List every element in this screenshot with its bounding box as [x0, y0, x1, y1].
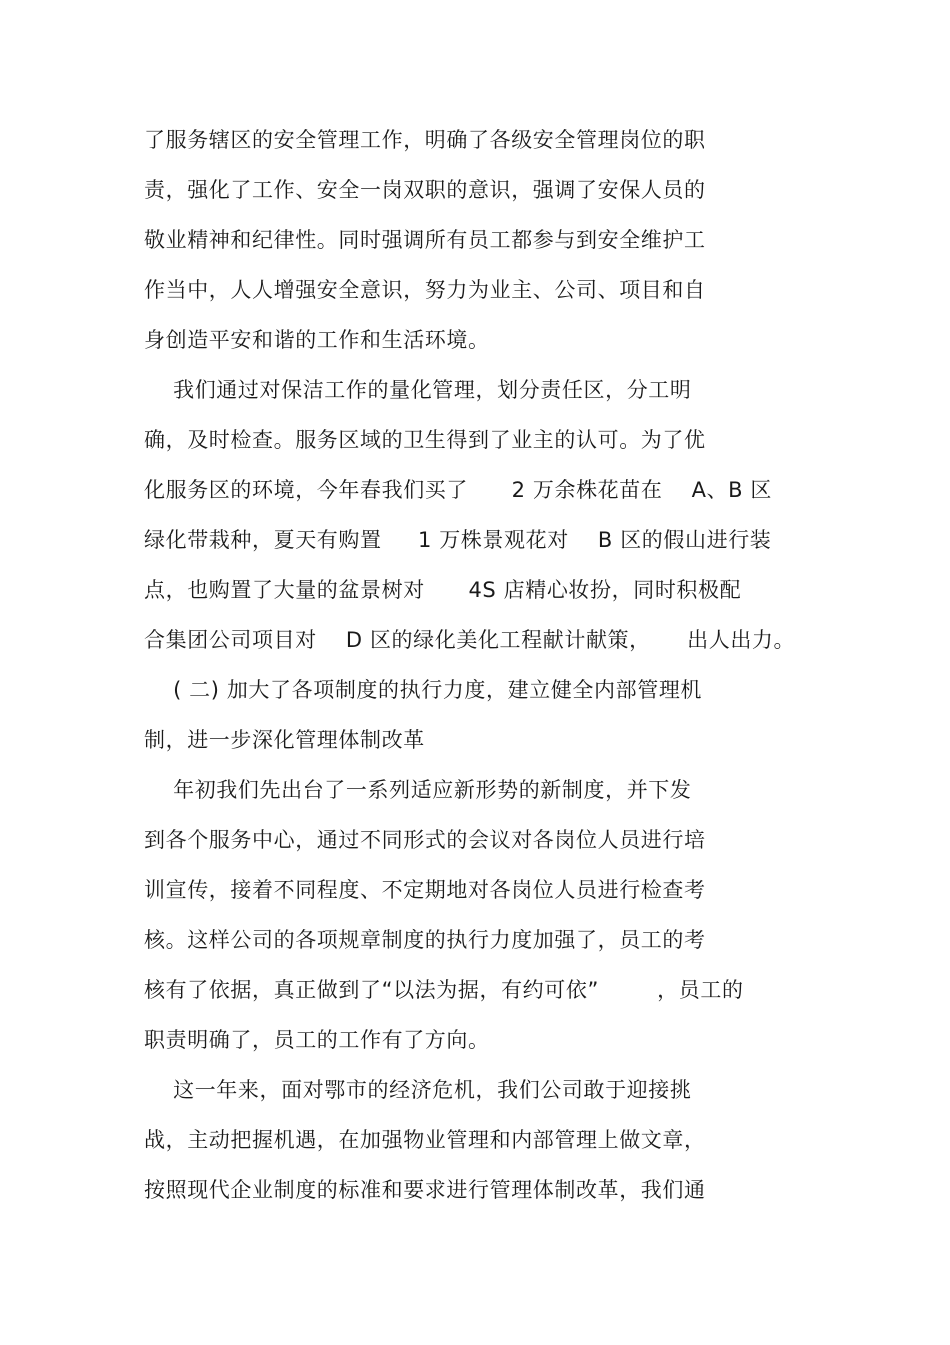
- text-line: 点，也购置了大量的盆景树对 4S 店精心妆扮，同时积极配: [144, 578, 742, 602]
- text-line: 训宣传，接着不同程度、不定期地对各岗位人员进行检查考: [144, 878, 706, 902]
- text-line: 确，及时检查。服务区域的卫生得到了业主的认可。为了优: [144, 428, 706, 452]
- text-line: 我们通过对保洁工作的量化管理，划分责任区，分工明: [144, 378, 692, 402]
- text-line: 年初我们先出台了一系列适应新形势的新制度，并下发: [144, 778, 692, 802]
- text-line: 核有了依据，真正做到了“以法为据，有约可依” ，员工的: [144, 978, 744, 1002]
- text-line: 责，强化了工作、安全一岗双职的意识，强调了安保人员的: [144, 178, 706, 202]
- text-line: 核。这样公司的各项规章制度的执行力度加强了，员工的考: [144, 928, 706, 952]
- text-line: ( 二) 加大了各项制度的执行力度，建立健全内部管理机: [144, 678, 703, 702]
- text-line: 到各个服务中心，通过不同形式的会议对各岗位人员进行培: [144, 828, 706, 852]
- text-line: 战，主动把握机遇，在加强物业管理和内部管理上做文章，: [144, 1128, 706, 1152]
- text-line: 绿化带栽种，夏天有购置 1 万株景观花对 B 区的假山进行装: [144, 528, 772, 552]
- text-line: 作当中，人人增强安全意识，努力为业主、公司、项目和自: [144, 278, 706, 302]
- text-line: 身创造平安和谐的工作和生活环境。: [144, 328, 490, 352]
- text-line: 这一年来，面对鄂市的经济危机，我们公司敢于迎接挑: [144, 1078, 692, 1102]
- text-line: 职责明确了，员工的工作有了方向。: [144, 1028, 490, 1052]
- text-line: 了服务辖区的安全管理工作，明确了各级安全管理岗位的职: [144, 128, 706, 152]
- text-line: 敬业精神和纪律性。同时强调所有员工都参与到安全维护工: [144, 228, 706, 252]
- text-line: 制，进一步深化管理体制改革: [144, 728, 425, 752]
- text-line: 化服务区的环境，今年春我们买了 2 万余株花苗在 A、B 区: [144, 478, 773, 502]
- text-line: 合集团公司项目对 D 区的绿化美化工程献计献策， 出人出力。: [144, 628, 796, 652]
- text-line: 按照现代企业制度的标准和要求进行管理体制改革，我们通: [144, 1178, 706, 1202]
